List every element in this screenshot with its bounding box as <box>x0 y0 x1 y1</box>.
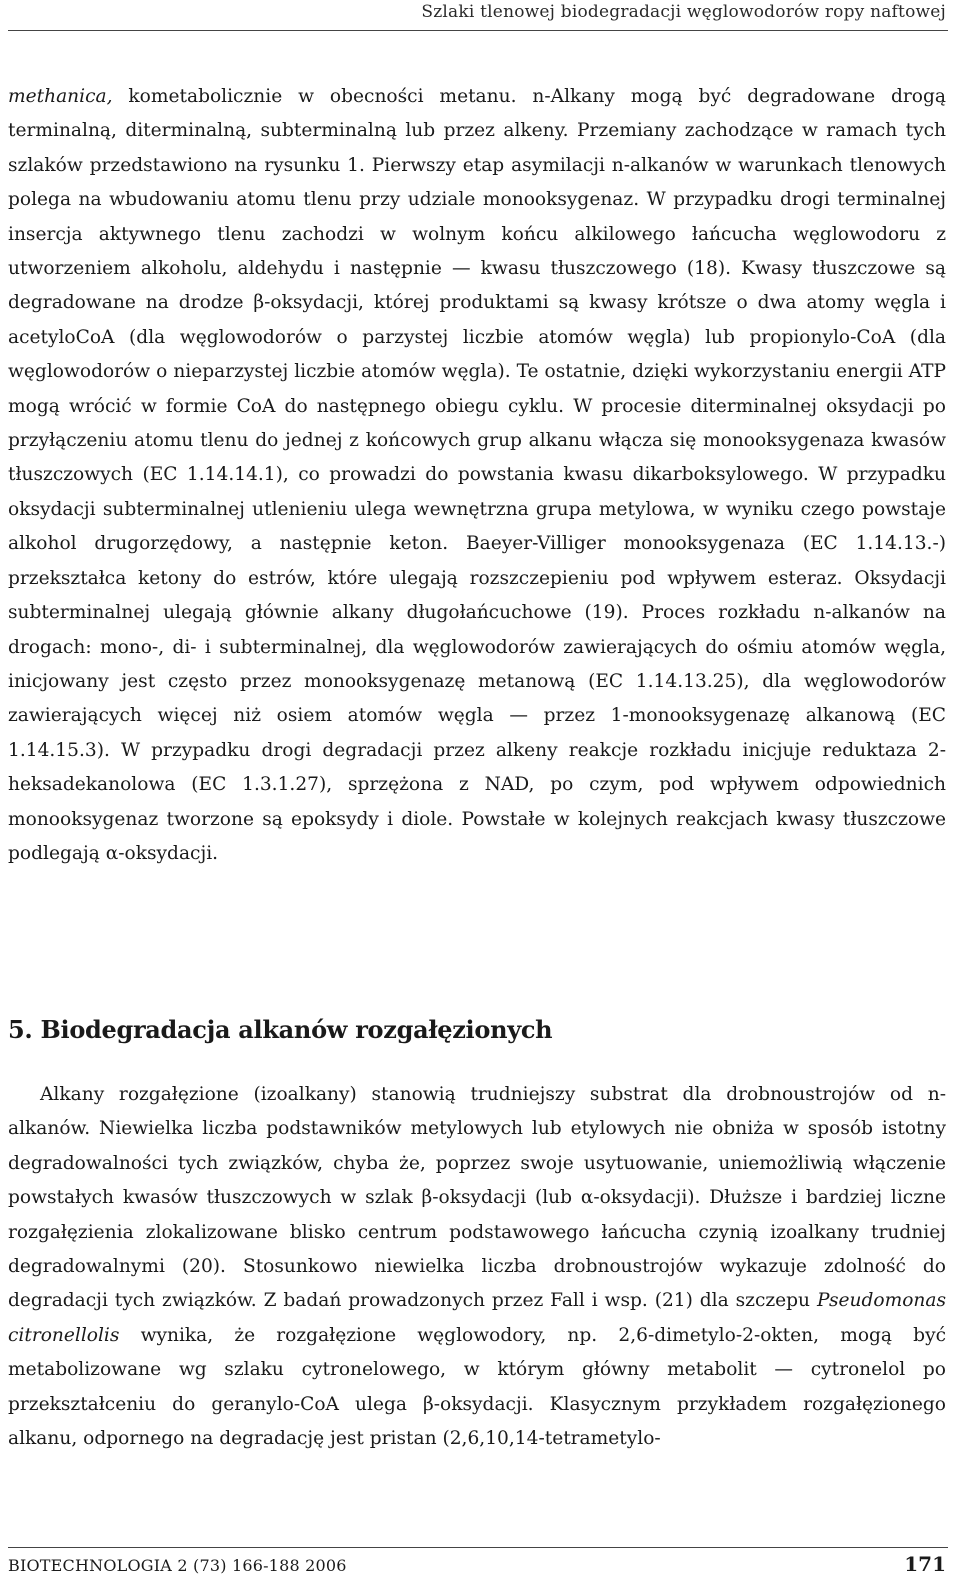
intro-paragraph <box>8 80 946 871</box>
header-rule <box>8 30 948 31</box>
section-heading: 5. Biodegradacja alkanów rozgałęzionych <box>8 1015 553 1044</box>
paragraph-2-text-a: Alkany rozgałęzione (izoalkany) stanowią trudniejszy substrat dla drobnoustrojów od n-alkanów. Niewielka liczba podstawników metylowych lub etylowych nie obniża w sposób istotny degradowalności tych związków, chyba że, poprzez swoje usytuowanie, uniemożliwią włączenie powstałych kwasów tłuszczowych w szlak β-oksydacji (lub α-oksydacji). Dłuższe i bardziej liczne rozgałęzienia zlokalizowane blisko centrum podstawowego łańcucha czynią izoalkany trudniej degradowalnymi (20). Stosunkowo niewielka liczba drobnoustrojów wykazuje zdolność do degradacji tych związków. Z badań prowadzonych przez Fall i wsp. (21) dla szczepu <box>8 1084 946 1312</box>
paragraph-2 <box>8 1078 946 1456</box>
paragraph-2-text-b: wynika, że rozgałęzione węglowodory, np. 2,6-dimetylo-2-okten, mogą być metabolizowane wg szlaku cytronelowego, w którym główny metabolit — cytronelol po przekształceniu do geranylo-CoA ulega β-oksydacji. Klasycznym przykładem rozgałęzionego alkanu, odpornego na degradację jest pristan (2,6,10,14-tetrametylo- <box>8 1324 946 1450</box>
footer-rule <box>8 1547 948 1548</box>
italic-species-name: Pseudomonas citronellolis <box>8 1290 946 1346</box>
italic-species-start: methanica, <box>8 86 113 107</box>
journal-citation: BIOTECHNOLOGIA 2 (73) 166-188 2006 <box>8 1556 347 1575</box>
running-header: Szlaki tlenowej biodegradacji węglowodorów ropy naftowej <box>421 2 946 22</box>
page-number: 171 <box>904 1552 946 1576</box>
paragraph-1-text: kometabolicznie w obecności metanu. n-Alkany mogą być degradowane drogą terminalną, diterminalną, subterminalną lub przez alkeny. Przemiany zachodzące w ramach tych szlaków przedstawiono na rysunku 1. Pierwszy etap asymilacji n-alkanów w warunkach tlenowych polega na wbudowaniu atomu tlenu przy udziale monooksygenaz. W przypadku drogi terminalnej insercja aktywnego tlenu zachodzi w wolnym końcu alkilowego łańcucha węglowodoru z utworzeniem alkoholu, aldehydu i następnie — kwasu tłuszczowego (18). Kwasy tłuszczowe są degradowane na drodze β-oksydacji, której produktami są kwasy krótsze o dwa atomy węgla i acetyloCoA (dla węglowodorów o parzystej liczbie atomów węgla) lub propionylo-CoA (dla węglowodorów o nieparzystej liczbie atomów węgla). Te ostatnie, dzięki wykorzystaniu energii ATP mogą wrócić w formie CoA do następnego obiegu cyklu. W procesie diterminalnej oksydacji po przyłączeniu atomu tlenu do jednej z końcowych grup alkanu włącza się monooksygenaza kwasów tłuszczowych (EC 1.14.14.1), co prowadzi do powstania kwasu dikarboksylowego. W przypadku oksydacji subterminalnej utlenieniu ulega wewnętrzna grupa metylowa, w wyniku czego powstaje alkohol drugorzędowy, a następnie keton. Baeyer-Villiger monooksygenaza (EC 1.14.13.-) przekształca ketony do estrów, które ulegają rozszczepieniu pod wpływem esteraz. Oksydacji subterminalnej ulegają głównie alkany długołańcuchowe (19). Proces rozkładu n-alkanów na drogach: mono-, di- i subterminalnej, dla węglowodorów zawierających do ośmiu atomów węgla, inicjowany jest często przez monooksygenazę metanową (EC 1.14.13.25), dla węglowodorów zawierających więcej niż osiem atomów węgla — przez 1-monooksygenazę alkanową (EC 1.14.15.3). W przypadku drogi degradacji przez alkeny reakcje rozkładu inicjuje reduktaza 2-heksadekanolowa (EC 1.3.1.27), sprzężona z NAD, po czym, pod wpływem odpowiednich monooksygenaz tworzone są epoksydy i diole. Powstałe w kolejnych reakcjach kwasy tłuszczowe podlegają α-oksydacji. <box>8 86 946 864</box>
paragraph-1 <box>8 80 946 871</box>
section-paragraph <box>8 1078 946 1456</box>
